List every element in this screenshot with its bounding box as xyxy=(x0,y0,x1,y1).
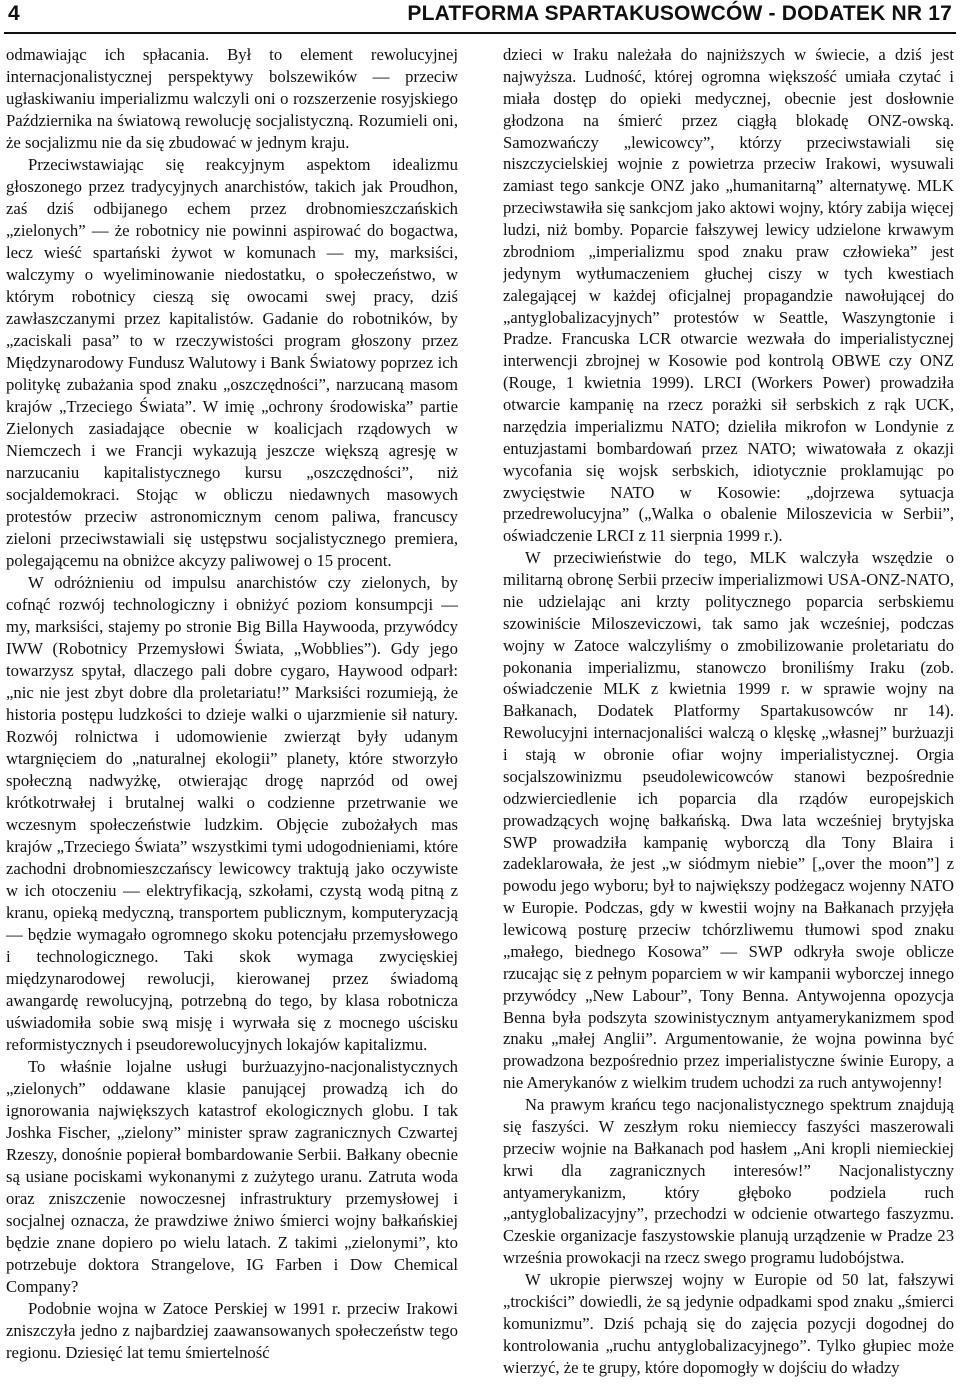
publication-title: PLATFORMA SPARTAKUSOWCÓW - DODATEK NR 17 xyxy=(407,2,952,25)
paragraph: odmawiając ich spłacania. Był to element rewolucyjnej internacjonalistycznej perspektywy bolszewików — przeciw ugłaskiwaniu imperializmu walczyli oni o rozszerzenie rosyjskiego Października na światową rewolucję socjalistyczną. Rozumieli oni, że socjalizmu nie da się zbudować w jednym kraju. xyxy=(6,45,458,152)
page-number: 4 xyxy=(8,2,20,25)
paragraph: To właśnie lojalne usługi burżuazyjno-nacjonalistycznych „zielonych” oddawane klasie panującej prowadzą ich do ignorowania największych katastrof ekologicznych globu. I tak Joshka Fischer, „zielony” minister spraw zagranicznych Czwartej Rzeszy, donośnie popierał bombardowanie Serbii. Bałkany obecnie są usiane pociskami wykonanymi z zużytego uranu. Zatruta woda oraz zniszczenie nowoczesnej infrastruktury przemysłowej i socjalnej oznacza, że prawdziwe żniwo śmierci wojny bałkańskiej będzie znane dopiero po wielu latach. Z takimi „zielonymi”, kto potrzebuje doktora Strangelove, IG Farben i Dow Chemical Company? xyxy=(6,1057,458,1296)
paragraph: W przeciwieństwie do tego, MLK walczyła wszędzie o militarną obronę Serbii przeciw imperializmowi USA-ONZ-NATO, nie udzielając ani krzty politycznego poparcia serbskiemu szowiniście Miloszeviczowi, tak samo jak wcześniej, podczas wojny w Zatoce walczyliśmy o zmobilizowanie proletariatu do pokonania imperializmu, stanowczo broniliśmy Iraku (zob. oświadczenie MLK z kwietnia 1999 r. w sprawie wojny na Bałkanach, Dodatek Platformy Spartakusowców nr 14). Rewolucyjni internacjonaliści walczą o klęskę „własnej” burżuazji i stają w obronie ofiar wojny imperialistycznej. Orgia socjalszowinizmu pseudolewicowców stanowi bezpośrednie odzwierciedlenie ich poparcia dla rządów europejskich prowadzących wojnę bałkańską. Dwa lata wcześniej brytyjska SWP prowadziła kampanię wyborczą dla Tony Blaira i zadeklarowała, że jest „w siódmym niebie” [„over the moon”] z powodu jego wyboru; był to największy podżegacz wojenny NATO w Europie. Podczas, gdy w kwestii wojny na Bałkanach przyjęła lewicową posturę przeciw tchórzliwemu tłumowi spod znaku „małego, biednego Kosowa” — SWP odkryła swoje oblicze rzucając się z pełnym poparciem w wir kampanii wyborczej innego przywódcy „New Labour”, Tony Benna. Antywojenna opozycja Benna była podszyta szowinistycznym antyamerykanizmem spod znaku „małej Anglii”. Argumentowanie, że wojna powinna być prowadzona bezpośrednio przez imperialistyczne świnie Europy, a nie Amerykanów z wielkim trudem uchodzi za ruch antywojenny! xyxy=(503,548,954,1093)
paragraph: W odróżnieniu od impulsu anarchistów czy zielonych, by cofnąć rozwój technologiczny i obniżyć poziom konsumpcji — my, marksiści, stajemy po stronie Big Billa Haywooda, przywódcy IWW (Robotnicy Przemysłowi Świata, „Wobblies”). Gdy jego towarzysz spytał, dlaczego pali dobre cygaro, Haywood odparł: „nic nie jest zbyt dobre dla proletariatu!” Marksiści rozumieją, że historia postępu ludzkości to dzieje walki o ujarzmienie sił natury. Rozwój rolnictwa i udomowienie zwierząt były udanym wtargnięciem do „naturalnej ekologii” planety, które stworzyło społeczną nadwyżkę, otwierając drogę naprzód od owej krótkotrwałej i brutalnej walki o codzienne przetrwanie we wczesnym społeczeństwie ludzkim. Objęcie zubożałych mas krajów „Trzeciego Świata” wszystkimi tymi udogodnieniami, które zachodni drobnomieszczańscy lewicowcy traktują jako oczywiste w ich otoczeniu — elektryfikacją, szkołami, czystą wodą pitną z kranu, opieką medyczną, transportem publicznym, komputeryzacją — będzie wymagało ogromnego skoku potencjału przemysłowego i technologicznego. Taki skok wymaga zwycięskiej międzynarodowej rewolucji, kierowanej przez świadomą awangardę rewolucyjną, potrzebną do tego, by klasa robotnicza uświadomiła sobie swą misję i wyrwała się z mocnego uścisku reformistycznych i pseudorewolucyjnych lokajów kapitalizmu. xyxy=(6,573,458,1054)
paragraph: W ukropie pierwszej wojny w Europie od 50 lat, fałszywi „trockiści” dowiedli, że są jedynie odpadkami spod znaku „śmierci komunizmu”. Dziś pchają się do zajęcia pozycji dogodnej do kontrolowania „ruchu antyglobalizacyjnego”. Tylko głupiec może wierzyć, że te grupy, które dopomogły w dojściu do władzy xyxy=(503,1270,954,1377)
page-header xyxy=(4,0,956,34)
paragraph: dzieci w Iraku należała do najniższych w świecie, a dziś jest najwyższa. Ludność, której ogromna większość umiała czytać i miała dostęp do opieki medycznej, obecnie jest dosłownie głodzona na śmierć przez ciągłą blokadę ONZ-owską. Samozwańczy „lewicowcy”, którzy przeciwstawiali się niszczycielskiej wojnie z powietrza przeciw Irakowi, wysuwali zamiast tego sankcje ONZ jako „humanitarną” alternatywę. MLK przeciwstawiła się sankcjom jako aktowi wojny, który zabija więcej ludzi, niż bomby. Poparcie fałszywej lewicy udzielone krwawym zbrodniom „imperializmu spod znaku praw człowieka” jest jedynym wytłumaczeniem głuchej ciszy w tych kwestiach zalegającej w każdej oficjalnej propagandzie nawołującej do „antyglobalizacyjnych” protestów w Seattle, Waszyngtonie i Pradze. Francuska LCR otwarcie wezwała do imperialistycznej interwencji zbrojnej w Kosowie pod kontrolą OBWE czy ONZ (Rouge, 1 kwietnia 1999). LRCI (Workers Power) prowadziła otwarcie kampanię na rzecz porażki sił serbskich z rąk UCK, narzędzia imperializmu NATO; dzieliła mikrofon w Londynie z entuzjastami bombardowań przez NATO; wiwatowała z okazji wycofania się wojsk serbskich, idiotycznie proklamując po zwycięstwie NATO w Kosowie: „dojrzewa sytuacja przedrewolucyjna” („Walka o obalenie Miloszevicia w Serbii”, oświadczenie LRCI z 11 sierpnia 1999 r.). xyxy=(503,45,954,546)
paragraph: Przeciwstawiając się reakcyjnym aspektom idealizmu głoszonego przez tradycyjnych anarchistów, takich jak Proudhon, zaś dziś odbijanego echem przez drobnomieszczańskich „zielonych” — że robotnicy nie powinni aspirować do bogactwa, lecz wieść spartański żywot w komunach — my, marksiści, walczymy o wyeliminowanie niedostatku, o społeczeństwo, w którym robotnicy cieszą się owocami swej pracy, dziś zawłaszczanymi przez kapitalistów. Gadanie do robotników, by „zaciskali pasa” to w rzeczywistości program głoszony przez Międzynarodowy Fundusz Walutowy i Bank Światowy poprzez ich politykę zubażania spod znaku „oszczędności”, narzucaną masom krajów „Trzeciego Świata”. W imię „ochrony środowiska” partie Zielonych zasiadające obecnie w koalicjach rządowych w Niemczech i we Francji wykazują jeszcze większą agresję w narzucaniu kapitalistycznego kursu „oszczędności”, niż socjaldemokraci. Stojąc w obliczu niedawnych masowych protestów przeciw astronomicznym cenom paliwa, francuscy zieloni przeciwstawiali się ustępstwu socjalistycznego premiera, polegającemu na obniżce akcyzy paliwowej o 15 procent. xyxy=(6,155,458,570)
paragraph: Na prawym krańcu tego nacjonalistycznego spektrum znajdują się faszyści. W zeszłym roku niemieccy faszyści maszerowali przeciw wojnie na Bałkanach pod hasłem „Ani kropli niemieckiej krwi dla zagranicznych interesów!” Nacjonalistyczny antyamerykanizm, który głęboko podziela ruch „antyglobalizacyjny”, przechodzi w odcienie otwartego faszyzmu. Czeskie organizacje faszystowskie planują urządzenie w Pradze 23 września prowokacji na rzecz swego programu ludobójstwa. xyxy=(503,1095,954,1268)
paragraph: Podobnie wojna w Zatoce Perskiej w 1991 r. przeciw Irakowi zniszczyła jedno z najbardziej zaawansowanych społeczeństw tego regionu. Dziesięć lat temu śmiertelność xyxy=(6,1299,458,1362)
left-column xyxy=(6,44,458,1382)
right-column xyxy=(503,44,954,1382)
